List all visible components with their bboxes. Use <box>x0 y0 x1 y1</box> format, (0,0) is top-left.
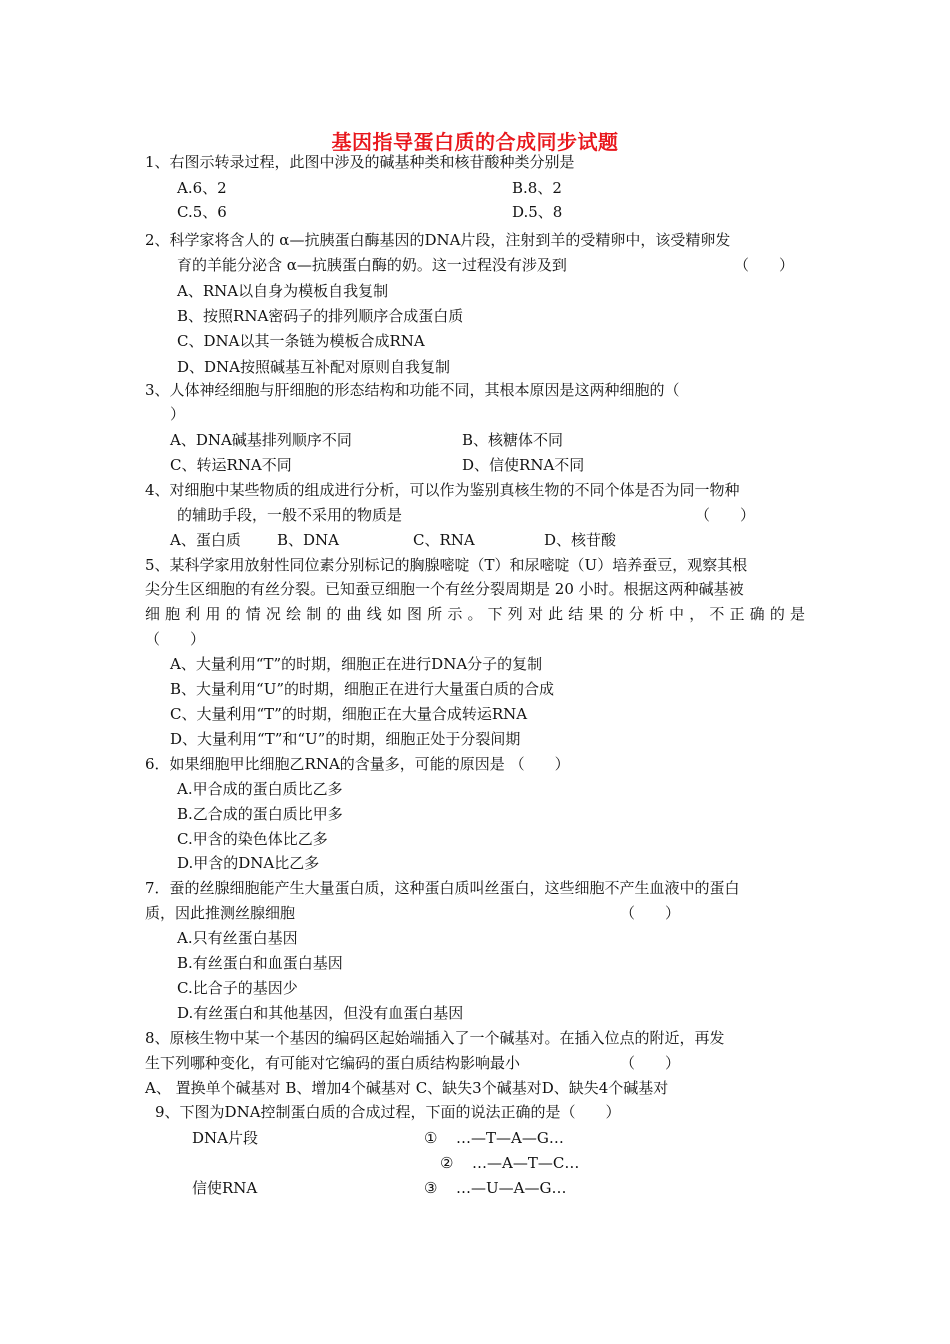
q1-stem: 1、右图示转录过程，此图中涉及的碱基种类和核苷酸种类分别是 <box>145 153 575 171</box>
q3-stem-line1: 3、人体神经细胞与肝细胞的形态结构和功能不同，其根本原因是这两种细胞的（ <box>145 381 680 399</box>
q4-stem-line2: 的辅助手段，一般不采用的物质是 <box>177 506 403 524</box>
q8-answer-paren: （ ） <box>620 1054 681 1072</box>
q5-option-c: C、大量利用“T”的时期，细胞正在大量合成转运RNA <box>170 705 528 723</box>
q2-option-a: A、RNA以自身为模板自我复制 <box>177 282 389 300</box>
q2-stem-line2: 育的羊能分泌含 α—抗胰蛋白酶的奶。这一过程没有涉及到 <box>177 256 567 274</box>
q9-mrna-label: 信使RNA <box>192 1179 258 1197</box>
q1-option-b: B.8、2 <box>512 179 562 197</box>
q7-option-b: B.有丝蛋白和血蛋白基因 <box>177 954 343 972</box>
q2-option-c: C、DNA以其一条链为模板合成RNA <box>177 332 425 350</box>
q4-option-a: A、蛋白质 <box>170 531 241 549</box>
q9-strand3-number: ③ <box>424 1179 438 1197</box>
q2-option-d: D、DNA按照碱基互补配对原则自我复制 <box>177 358 451 376</box>
q8-options: A、 置换单个碱基对 B、增加4个碱基对 C、缺失3个碱基对D、缺失4个碱基对 <box>145 1079 669 1097</box>
q3-option-c: C、转运RNA不同 <box>170 456 292 474</box>
q5-stem-line4: （ ） <box>145 630 206 648</box>
q8-stem-line1: 8、原核生物中某一个基因的编码区起始端插入了一个碱基对。在插入位点的附近，再发 <box>145 1029 725 1047</box>
q7-option-a: A.只有丝蛋白基因 <box>177 929 298 947</box>
q1-option-a: A.6、2 <box>177 179 227 197</box>
q3-stem-line2: ） <box>170 405 186 423</box>
q6-option-b: B.乙合成的蛋白质比甲多 <box>177 805 343 823</box>
q7-option-d: D.有丝蛋白和其他基因，但没有血蛋白基因 <box>177 1004 464 1022</box>
q2-stem-line1: 2、科学家将含人的 α—抗胰蛋白酶基因的DNA片段，注射到羊的受精卵中，该受精卵发 <box>145 231 731 249</box>
q9-stem: 9、下图为DNA控制蛋白质的合成过程，下面的说法正确的是（ ） <box>155 1103 621 1121</box>
q6-option-c: C.甲含的染色体比乙多 <box>177 830 328 848</box>
page-title: 基因指导蛋白质的合成同步试题 <box>331 130 619 154</box>
q3-option-b: B、核糖体不同 <box>462 431 564 449</box>
q1-option-c: C.5、6 <box>177 203 227 221</box>
q4-stem-line1: 4、对细胞中某些物质的组成进行分析，可以作为鉴别真核生物的不同个体是否为同一物种 <box>145 481 740 499</box>
q6-option-d: D.甲含的DNA比乙多 <box>177 854 320 872</box>
q5-stem-line3: 细胞利用的情况绘制的曲线如图所示。下列对此结果的分析中，不正确的是 <box>145 605 805 623</box>
q5-option-a: A、大量利用“T”的时期，细胞正在进行DNA分子的复制 <box>170 655 543 673</box>
q4-option-d: D、核苷酸 <box>544 531 617 549</box>
q4-option-b: B、DNA <box>277 531 340 549</box>
q4-answer-paren: （ ） <box>695 506 756 524</box>
q9-strand3-sequence: …—U—A—G… <box>456 1179 567 1197</box>
q5-stem-line1: 5、某科学家用放射性同位素分别标记的胸腺嘧啶（T）和尿嘧啶（U）培养蚕豆，观察其根 <box>145 556 748 574</box>
q6-option-a: A.甲合成的蛋白质比乙多 <box>177 780 343 798</box>
q9-strand2-number: ② <box>440 1154 454 1172</box>
q5-option-d: D、大量利用“T”和“U”的时期，细胞正处于分裂间期 <box>170 730 521 748</box>
q9-dna-label: DNA片段 <box>192 1129 258 1147</box>
q9-strand1-number: ① <box>424 1129 438 1147</box>
q5-stem-line2: 尖分生区细胞的有丝分裂。已知蚕豆细胞一个有丝分裂周期是 20 小时。根据这两种碱基被 <box>145 580 744 598</box>
q9-strand2-sequence: …—A—T—C… <box>472 1154 580 1172</box>
q5-option-b: B、大量利用“U”的时期，细胞正在进行大量蛋白质的合成 <box>170 680 555 698</box>
q7-stem-line2: 质，因此推测丝腺细胞 <box>145 904 296 922</box>
q3-option-a: A、DNA碱基排列顺序不同 <box>170 431 352 449</box>
q7-option-c: C.比合子的基因少 <box>177 979 298 997</box>
q8-stem-line2: 生下列哪种变化，有可能对它编码的蛋白质结构影响最小 <box>145 1054 521 1072</box>
q3-option-d: D、信使RNA不同 <box>462 456 585 474</box>
q2-answer-paren: （ ） <box>734 256 795 274</box>
q7-stem-line1: 7．蚕的丝腺细胞能产生大量蛋白质，这种蛋白质叫丝蛋白，这些细胞不产生血液中的蛋白 <box>145 879 740 897</box>
q7-answer-paren: （ ） <box>620 904 681 922</box>
q4-option-c: C、RNA <box>413 531 475 549</box>
q1-option-d: D.5、8 <box>512 203 563 221</box>
q6-stem: 6．如果细胞甲比细胞乙RNA的含量多，可能的原因是 （ ） <box>145 755 570 773</box>
q9-strand1-sequence: …—T—A—G… <box>456 1129 564 1147</box>
q2-option-b: B、按照RNA密码子的排列顺序合成蛋白质 <box>177 307 464 325</box>
